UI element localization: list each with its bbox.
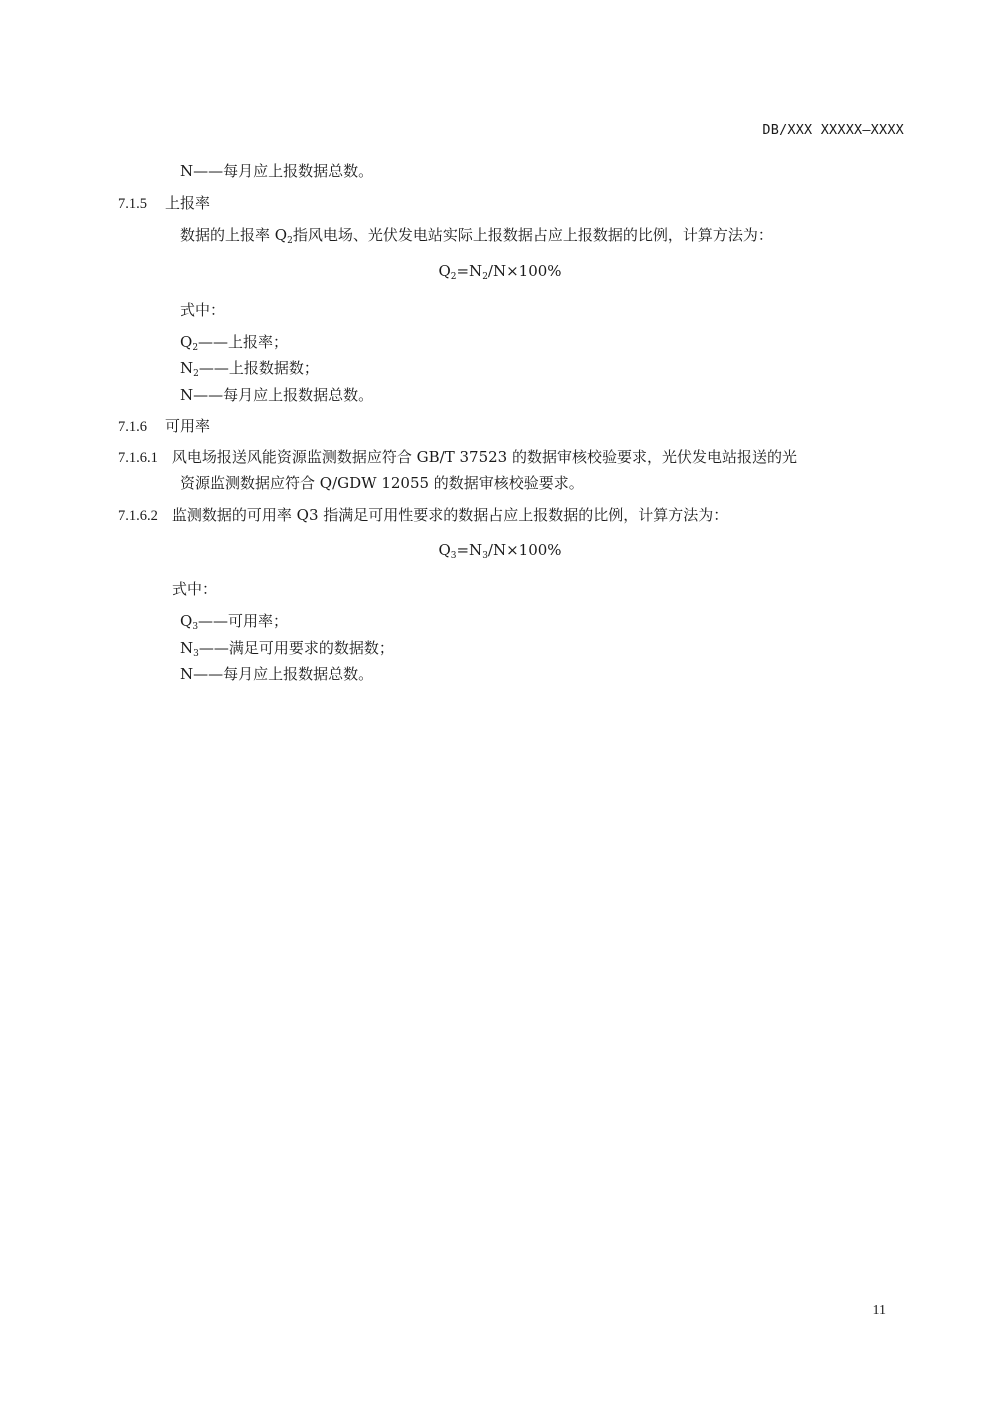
section-heading-7-1-6	[118, 419, 210, 435]
formula-q2: $Q_2=N_2/N\times 100\%$	[438, 262, 562, 282]
section-number: 7.1.5	[118, 196, 147, 212]
definition-n-total: N——每月应上报数据总数。	[180, 162, 374, 180]
section-number: 7.1.6	[118, 419, 147, 435]
formula-q3: $Q_3=N_3/N\times 100\%$	[438, 541, 562, 561]
definition-n2: $N_2——$上报数据数；	[180, 359, 319, 379]
section-heading-7-1-5	[118, 196, 210, 212]
clause-text: 监测数据的可用率 Q3 指满足可用性要求的数据占应上报数据的比例，计算方法为：	[171, 506, 729, 524]
clause-7-1-6-1-cont: 资源监测数据应符合 Q/GDW 12055 的数据审核校验要求。	[180, 474, 584, 492]
where-label: 式中：	[172, 580, 218, 598]
clause-7-1-6-2	[118, 508, 728, 524]
definition-q2: $Q_2——$上报率；	[180, 333, 289, 353]
section-title: 上报率	[165, 194, 211, 212]
definition-n: N——每月应上报数据总数。	[180, 665, 374, 683]
paragraph-report-rate: 数据的上报率 $Q_2$指风电场、光伏发电站实际上报数据占应上报数据的比例，计算方法为：	[180, 226, 773, 246]
clause-text: 风电场报送风能资源监测数据应符合 GB/T 37523 的数据审核校验要求，光伏发电站报送的光	[171, 448, 797, 466]
clause-number: 7.1.6.1	[118, 450, 158, 466]
where-label: 式中：	[180, 301, 226, 319]
document-code-header: DB/XXX XXXXX—XXXX	[762, 122, 904, 138]
clause-number: 7.1.6.2	[118, 508, 158, 524]
page-number: 11	[872, 1303, 886, 1318]
definition-n3: $N_3——$满足可用要求的数据数；	[180, 639, 394, 659]
definition-q3: $Q_3——$可用率；	[180, 612, 289, 632]
definition-n: N——每月应上报数据总数。	[180, 386, 374, 404]
section-title: 可用率	[165, 417, 211, 435]
clause-7-1-6-1	[118, 450, 797, 466]
